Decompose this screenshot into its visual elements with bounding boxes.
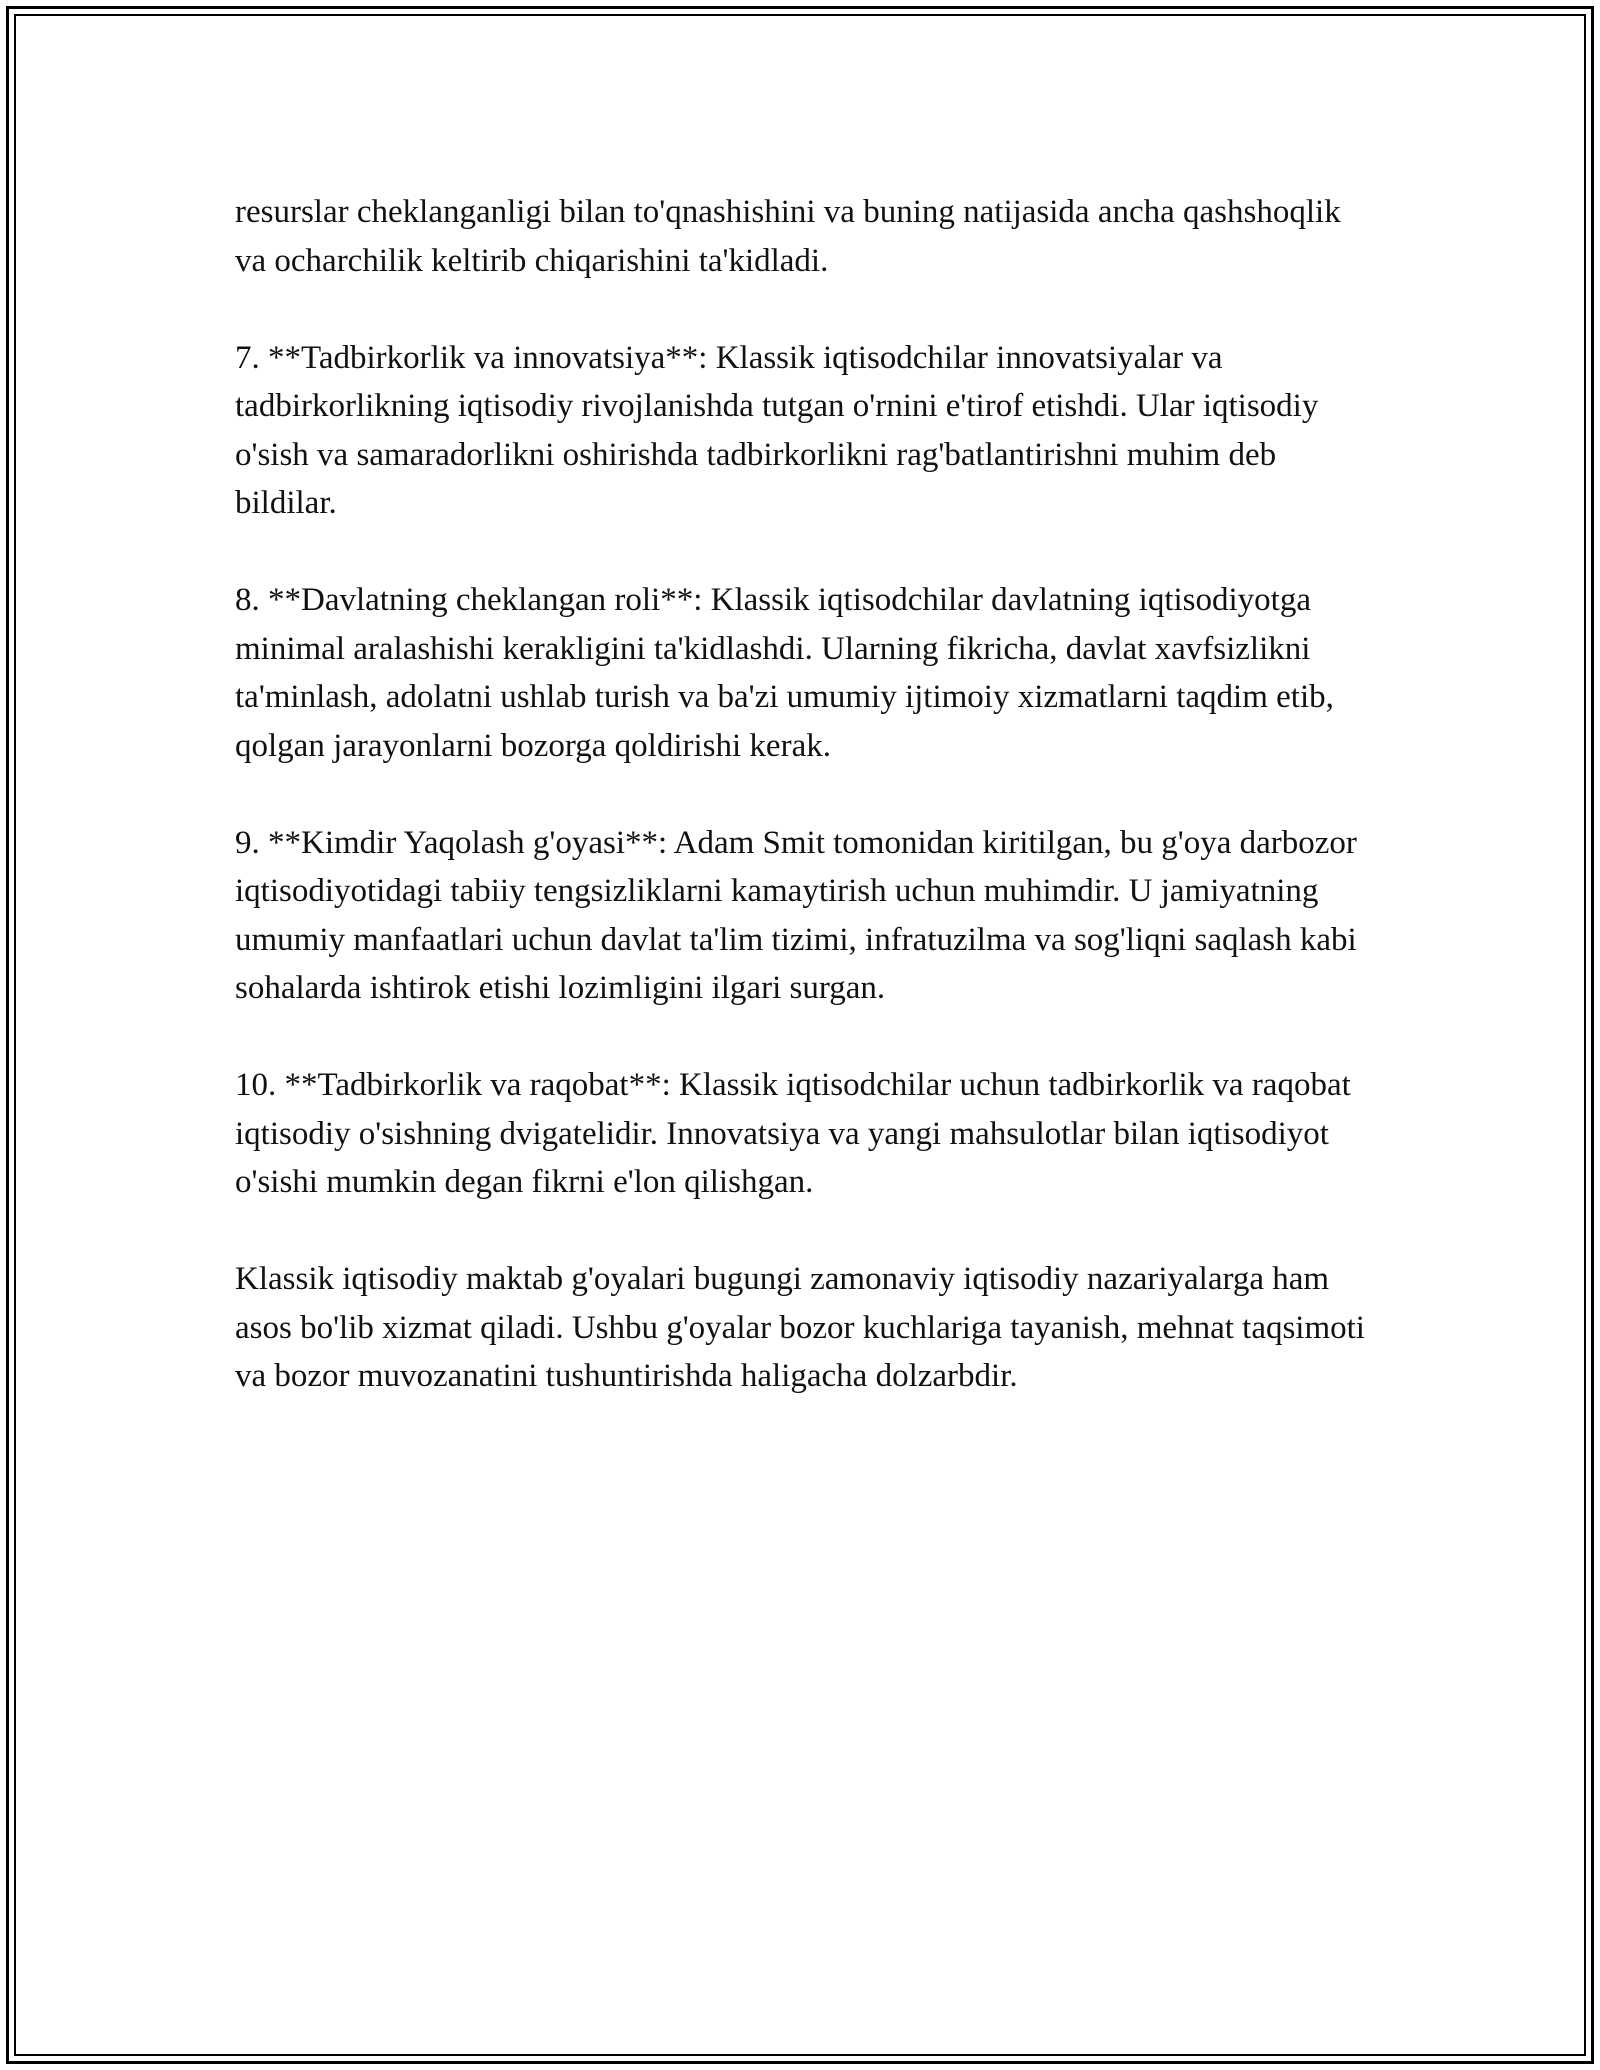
paragraph-item-7: 7. **Tadbirkorlik va innovatsiya**: Klassik iqtisodchilar innovatsiyalar va tadbirkorlikning iqtisodiy rivojlanishda tutgan o'rnini e'tirof etishdi. Ular iqtisodiy o'sish va samaradorlikni oshirishda tadbirkorlikni rag'batlantirishni muhim deb bildilar.: [235, 339, 1319, 521]
document-body: [235, 188, 1375, 1449]
paragraph-item-8: 8. **Davlatning cheklangan roli**: Klassik iqtisodchilar davlatning iqtisodiyotga minimal aralashishi kerakligini ta'kidlashdi. Ularning fikricha, davlat xavfsizlikni ta'minlash, adolatni ushlab turish va ba'zi umumiy ijtimoiy xizmatlarni taqdim etib, qolgan jarayonlarni bozorga qoldirishi kerak.: [235, 582, 1334, 764]
paragraph-conclusion: Klassik iqtisodiy maktab g'oyalari bugungi zamonaviy iqtisodiy nazariyalarga ham asos bo'lib xizmat qiladi. Ushbu g'oyalar bozor kuchlariga tayanish, mehnat taqsimoti va bozor muvozanatini tushuntirishda haligacha dolzarbdir.: [235, 1261, 1365, 1394]
paragraph-continuation: resurslar cheklanganligi bilan to'qnashishini va buning natijasida ancha qashshoqlik va ocharchilik keltirib chiqarishini ta'kidladi.: [235, 194, 1341, 279]
paragraph-item-9: 9. **Kimdir Yaqolash g'oyasi**: Adam Smit tomonidan kiritilgan, bu g'oya darbozor iqtisodiyotidagi tabiiy tengsizliklarni kamaytirish uchun muhimdir. U jamiyatning umumiy manfaatlari uchun davlat ta'lim tizimi, infratuzilma va sog'liqni saqlash kabi sohalarda ishtirok etishi lozimligini ilgari surgan.: [235, 824, 1357, 1006]
paragraph-item-10: 10. **Tadbirkorlik va raqobat**: Klassik iqtisodchilar uchun tadbirkorlik va raqobat iqtisodiy o'sishning dvigatelidir. Innovatsiya va yangi mahsulotlar bilan iqtisodiyot o'sishi mumkin degan fikrni e'lon qilishgan.: [235, 1067, 1351, 1200]
